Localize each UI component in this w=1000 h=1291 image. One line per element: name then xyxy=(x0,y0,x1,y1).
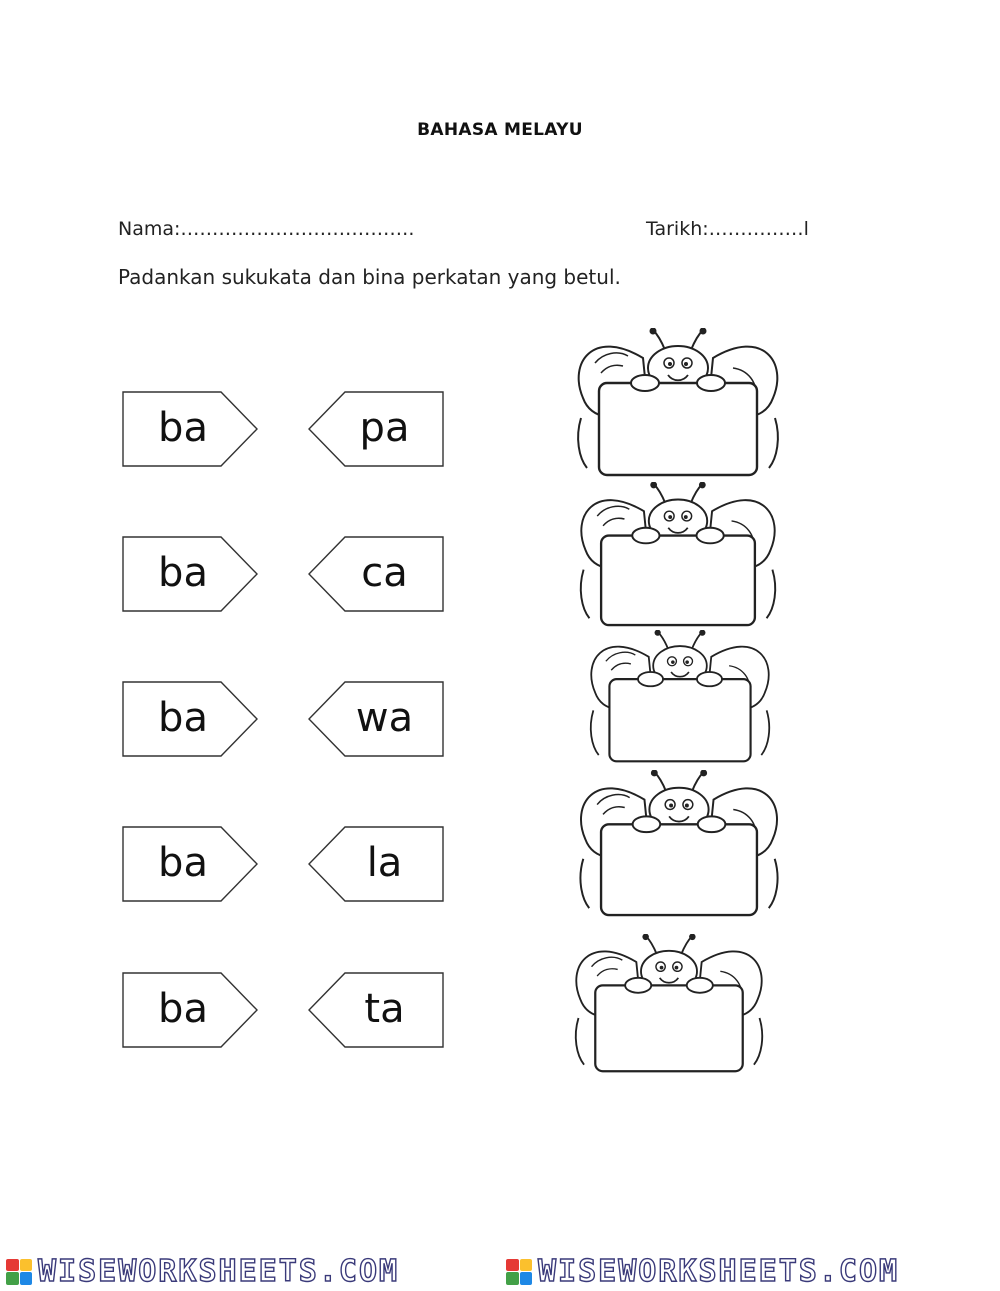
brand-squares-icon xyxy=(6,1259,32,1285)
syllable-card-right[interactable] xyxy=(307,536,444,612)
syllable-card-right[interactable] xyxy=(307,972,444,1048)
syllable-card-left[interactable] xyxy=(122,536,259,612)
syllable-left-label: ba xyxy=(158,695,208,741)
syllable-right-label: ca xyxy=(361,550,408,596)
watermark-footer xyxy=(0,1252,1000,1291)
bee-answer-box[interactable] xyxy=(561,934,777,1074)
syllable-left-label: ba xyxy=(158,840,208,886)
syllable-right-label: wa xyxy=(355,695,414,741)
bee-answer-box[interactable] xyxy=(578,630,782,764)
bee-answer-box[interactable] xyxy=(573,328,783,478)
bee-answer-box[interactable] xyxy=(570,770,788,918)
syllable-left-label: ba xyxy=(158,405,208,451)
watermark-text: WISEWORKSHEETS.COM xyxy=(538,1254,900,1289)
syllable-card-left[interactable] xyxy=(122,681,259,757)
name-field: Nama:………………………………. xyxy=(118,218,415,240)
syllable-card-left[interactable] xyxy=(122,826,259,902)
syllable-right-label: la xyxy=(366,840,403,886)
syllable-card-right[interactable] xyxy=(307,826,444,902)
date-field: Tarikh:……………l xyxy=(646,218,809,240)
syllable-right-label: ta xyxy=(364,986,405,1032)
instruction-text: Padankan sukukata dan bina perkatan yang betul. xyxy=(118,265,621,289)
syllable-card-right[interactable] xyxy=(307,681,444,757)
worksheet-title: BAHASA MELAYU xyxy=(417,120,583,140)
syllable-card-left[interactable] xyxy=(122,391,259,467)
bee-answer-box[interactable] xyxy=(570,482,786,628)
brand-squares-icon xyxy=(506,1259,532,1285)
syllable-left-label: ba xyxy=(158,550,208,596)
watermark-text: WISEWORKSHEETS.COM xyxy=(38,1254,400,1289)
syllable-right-label: pa xyxy=(359,405,410,451)
syllable-left-label: ba xyxy=(158,986,208,1032)
syllable-card-right[interactable] xyxy=(307,391,444,467)
watermark-logo xyxy=(506,1252,899,1291)
watermark-logo xyxy=(6,1252,399,1291)
syllable-card-left[interactable] xyxy=(122,972,259,1048)
